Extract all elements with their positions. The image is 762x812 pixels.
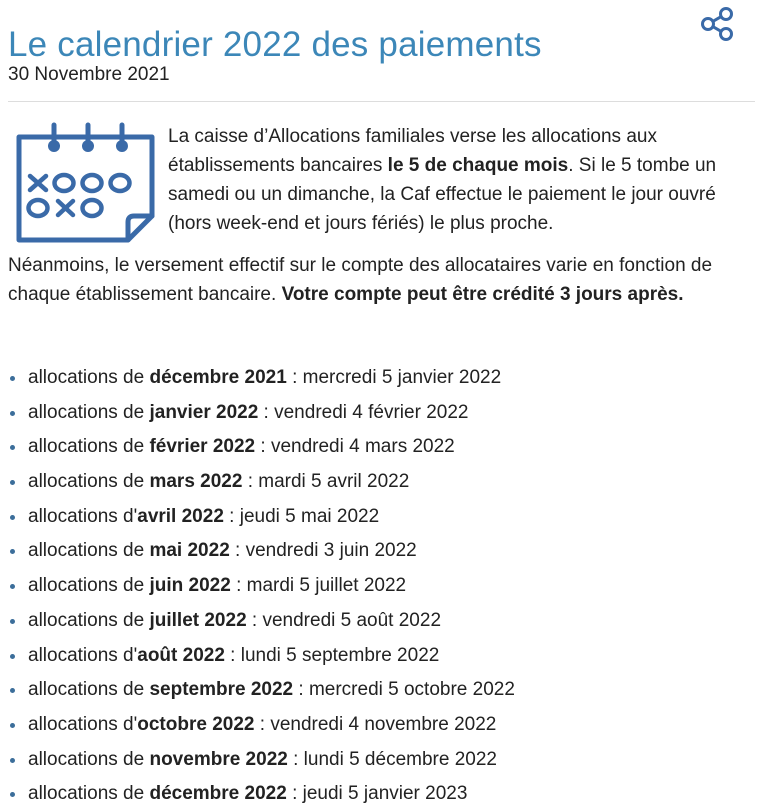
share-icon[interactable] (697, 4, 737, 44)
intro-text-before: La caisse d’Allocations familiales verse les allocations aux établissements bancaires (168, 126, 657, 176)
share-button[interactable] (697, 4, 737, 44)
bullet (10, 723, 15, 728)
note-paragraph (8, 251, 758, 309)
list-item: allocations de février 2022 : vendredi 4 mars 2022 (8, 430, 515, 465)
intro-text-after: . Si le 5 tombe un samedi ou un dimanche, la Caf effectue le paiement le jour ouvré (hors week-end et jours fériés) le plus proche. (168, 155, 717, 234)
bullet (10, 411, 15, 416)
publish-date: 30 Novembre 2021 (8, 64, 170, 85)
list-item: allocations de janvier 2022 : vendredi 4 février 2022 (8, 396, 515, 431)
list-item: allocations de décembre 2021 : mercredi 5 janvier 2022 (8, 361, 515, 396)
bullet (10, 619, 15, 624)
bullet (10, 376, 15, 381)
bullet (10, 480, 15, 485)
list-item: allocations de novembre 2022 : lundi 5 décembre 2022 (8, 743, 515, 778)
list-item: allocations de mars 2022 : mardi 5 avril 2022 (8, 465, 515, 500)
bullet (10, 584, 15, 589)
calendar-icon (16, 122, 158, 244)
bullet (10, 515, 15, 520)
bullet (10, 445, 15, 450)
list-item: allocations d'octobre 2022 : vendredi 4 novembre 2022 (8, 708, 515, 743)
note-text: Néanmoins, le versement effectif sur le compte des allocataires varie en fonction de chaque établissement bancaire. (8, 255, 713, 305)
note-bold: Votre compte peut être crédité 3 jours après. (281, 284, 684, 305)
payment-list (8, 361, 515, 812)
bullet (10, 654, 15, 659)
list-item: allocations d'avril 2022 : jeudi 5 mai 2022 (8, 500, 515, 535)
page-title: Le calendrier 2022 des paiements (8, 25, 542, 65)
list-item: allocations de juin 2022 : mardi 5 juillet 2022 (8, 569, 515, 604)
bullet (10, 792, 15, 797)
list-item: allocations de septembre 2022 : mercredi 5 octobre 2022 (8, 673, 515, 708)
bullet (10, 688, 15, 693)
bullet (10, 758, 15, 763)
list-item: allocations de juillet 2022 : vendredi 5 août 2022 (8, 604, 515, 639)
intro-paragraph (168, 122, 753, 238)
divider (8, 101, 755, 102)
intro-bold: le 5 de chaque mois (387, 155, 569, 176)
list-item: allocations d'août 2022 : lundi 5 septembre 2022 (8, 639, 515, 674)
list-item: allocations de mai 2022 : vendredi 3 juin 2022 (8, 534, 515, 569)
bullet (10, 549, 15, 554)
list-item: allocations de décembre 2022 : jeudi 5 janvier 2023 (8, 777, 515, 812)
